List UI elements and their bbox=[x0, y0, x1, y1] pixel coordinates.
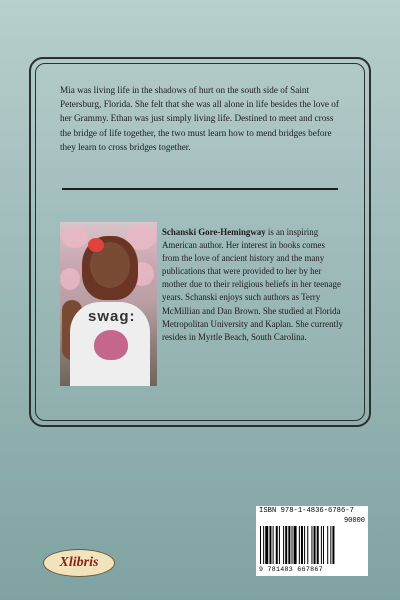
barcode-bar bbox=[323, 526, 324, 564]
price-code: 90000 bbox=[343, 517, 365, 525]
barcode-bar bbox=[283, 526, 284, 564]
barcode-bar bbox=[288, 526, 290, 564]
heart-print bbox=[94, 330, 128, 360]
barcode-bar bbox=[285, 526, 287, 564]
barcode-bar bbox=[292, 526, 293, 564]
author-bio bbox=[162, 226, 344, 344]
barcode-bar bbox=[311, 526, 312, 564]
author-bio-text: is an inspiring American author. Her interest in books comes from the love of ancient history and the many publications that were provided to her by her mother due to their religious beliefs in her teenage years. Schanski enjoys such authors as Terry McMillian and Dan Brown. She studied at Florida Metropolitan University and Kaplan. She currently resides in Myrtle Beach, South Carolina. bbox=[162, 227, 343, 342]
barcode-bar bbox=[263, 526, 264, 564]
barcode-bar bbox=[276, 526, 278, 564]
barcode-bar bbox=[260, 526, 261, 564]
publisher-logo bbox=[43, 549, 115, 577]
isbn-barcode bbox=[256, 506, 368, 576]
barcode-bar bbox=[332, 526, 334, 564]
author-shirt bbox=[70, 302, 150, 386]
barcode-bar bbox=[299, 526, 300, 564]
barcode-bar bbox=[321, 526, 322, 564]
barcode-bar bbox=[301, 526, 303, 564]
barcode-bar bbox=[273, 526, 274, 564]
barcode-bar bbox=[317, 526, 319, 564]
isbn-number: ISBN 978-1-4836-6786-7 bbox=[259, 507, 354, 515]
synopsis-text: Mia was living life in the shadows of hurt on the south side of Saint Petersburg, Florida. She felt that she was all alone in life besides the love of her Grammy. Ethan was just simply living life. Destined to meet and cross the bridge of life together, the two must learn how to mend bridges before they learn to cross bridges together. bbox=[60, 85, 339, 152]
blossom-decoration bbox=[60, 268, 80, 290]
publisher-logo-text: Xlibris bbox=[59, 555, 99, 570]
divider-rule bbox=[62, 188, 338, 190]
barcode-bar bbox=[265, 526, 268, 564]
barcode-bar bbox=[269, 526, 271, 564]
hair-flower bbox=[88, 238, 104, 252]
barcode-digits: 9 781483 667867 bbox=[259, 566, 323, 573]
blossom-decoration bbox=[62, 226, 88, 248]
barcode-bar bbox=[307, 526, 308, 564]
shirt-print-text: swag: bbox=[88, 308, 136, 325]
barcode-bar bbox=[314, 526, 316, 564]
author-name: Schanski Gore-Hemingway bbox=[162, 227, 266, 237]
barcode-bar bbox=[279, 526, 280, 564]
barcode-bar bbox=[330, 526, 331, 564]
barcode-bar bbox=[304, 526, 305, 564]
author-photo bbox=[60, 222, 157, 386]
barcode-bars bbox=[260, 526, 364, 564]
barcode-bar bbox=[327, 526, 328, 564]
barcode-bar bbox=[294, 526, 297, 564]
